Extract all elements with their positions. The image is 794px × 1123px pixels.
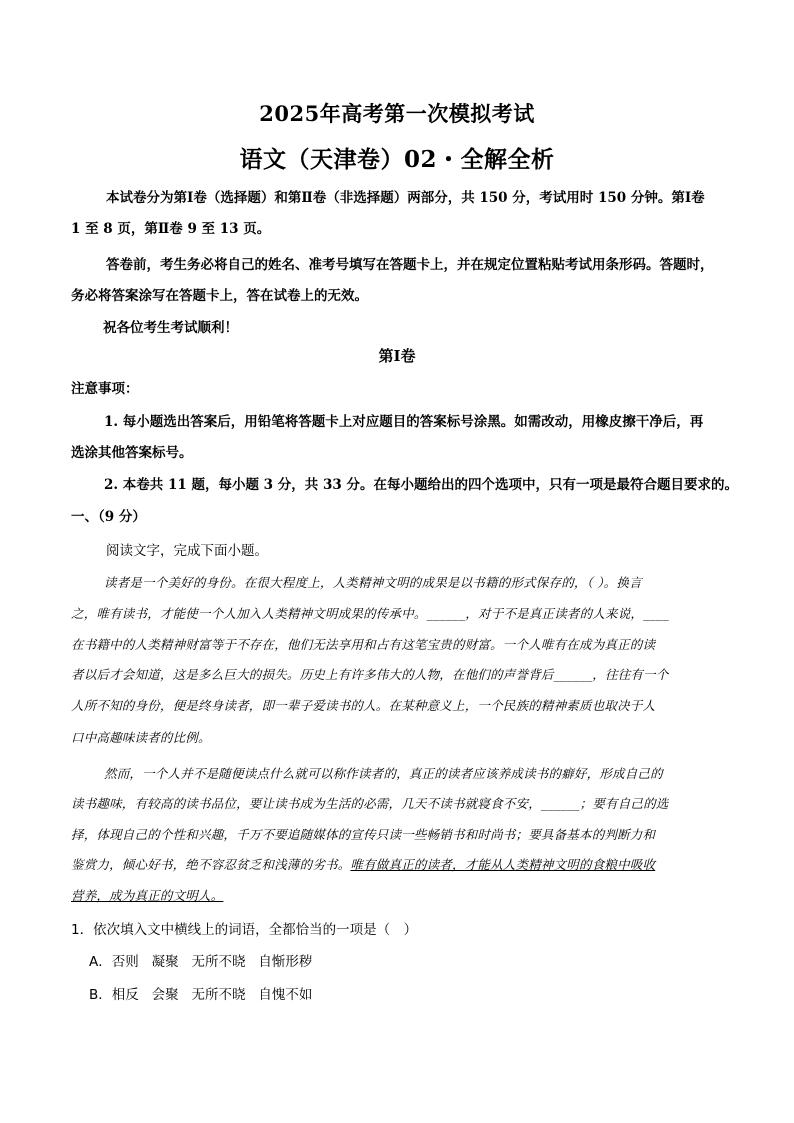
underlined-sentence: 唯有做真正的读者，才能从人类精神文明的食粮中吸收 (350, 857, 656, 872)
passage-line: 之，唯有读书，才能使一个人加入人类精神文明成果的传承中。______，对于不是真正读者的人来说，____ (71, 606, 669, 621)
intro-line: 1 至 8 页，第Ⅱ卷 9 至 13 页。 (71, 221, 271, 237)
option-a: A．否则 凝聚 无所不晓 自惭形秽 (89, 954, 313, 970)
passage-line: 口中高趣味读者的比例。 (71, 730, 211, 745)
section-title: 第Ⅰ卷 (378, 347, 416, 365)
underlined-sentence: 营养，成为真正的文明人。 (71, 888, 224, 903)
passage-line: 择，体现自己的个性和兴趣，千万不要追随媒体的宣传只读一些畅销书和时尚书；要具备基本的判断力和 (71, 827, 656, 842)
notice-item: 选涂其他答案标号。 (71, 445, 193, 461)
passage-line: 读者是一个美好的身份。在很大程度上，人类精神文明的成果是以书籍的形式保存的，（ ）。换言 (104, 575, 642, 590)
notice-item: 2. 本卷共 11 题，每小题 3 分，共 33 分。在每小题给出的四个选项中，只有一项是最符合题目要求的。 (104, 477, 738, 493)
instruction: 阅读文字，完成下面小题。 (106, 543, 268, 559)
part-heading: 一、（9 分） (71, 509, 146, 525)
passage-text: 鉴赏力，倾心好书，绝不容忍贫乏和浅薄的劣书。 (71, 857, 351, 872)
intro-line: 祝各位考生考试顺利！ (103, 320, 238, 336)
passage-line: 然而，一个人并不是随便读点什么就可以称作读者的，真正的读者应该养成读书的癖好，形成自己的 (104, 766, 663, 781)
notice-item: 1. 每小题选出答案后，用铅笔将答题卡上对应题目的答案标号涂黑。如需改动，用橡皮擦干净后，再 (104, 414, 704, 430)
passage-line: 读书趣味，有较高的读书品位，要让读书成为生活的必需，几天不读书就寝食不安，______；要有自己的选 (71, 796, 669, 811)
notice-heading: 注意事项： (71, 381, 139, 397)
exam-title: 2025年高考第一次模拟考试 (259, 101, 535, 126)
intro-line: 本试卷分为第Ⅰ卷（选择题）和第Ⅱ卷（非选择题）两部分，共 150 分，考试用时 150 分钟。第Ⅰ卷 (106, 190, 705, 206)
passage-line: 人所不知的身份，便是终身读者，即一辈子爱读书的人。在某种意义上，一个民族的精神素质也取决于人 (71, 698, 656, 713)
intro-line: 务必将答案涂写在答题卡上，答在试卷上的无效。 (71, 288, 368, 304)
exam-subtitle: 语文（天津卷）02・全解全析 (239, 146, 555, 173)
passage-line: 在书籍中的人类精神财富等于不存在，他们无法享用和占有这笔宝贵的财富。一个人唯有在成为真正的读 (71, 637, 656, 652)
question-stem: 1．依次填入文中横线上的词语，全都恰当的一项是（ ） (71, 922, 418, 938)
intro-line: 答卷前，考生务必将自己的姓名、准考号填写在答题卡上，并在规定位置粘贴考试用条形码。答题时， (106, 257, 714, 273)
passage-line (71, 855, 655, 873)
option-b: B．相反 会聚 无所不晓 自愧不如 (89, 987, 313, 1003)
passage-line: 者以后才会知道，这是多么巨大的损失。历史上有许多伟大的人物，在他们的声誉背后______，往往有一个 (71, 667, 669, 682)
